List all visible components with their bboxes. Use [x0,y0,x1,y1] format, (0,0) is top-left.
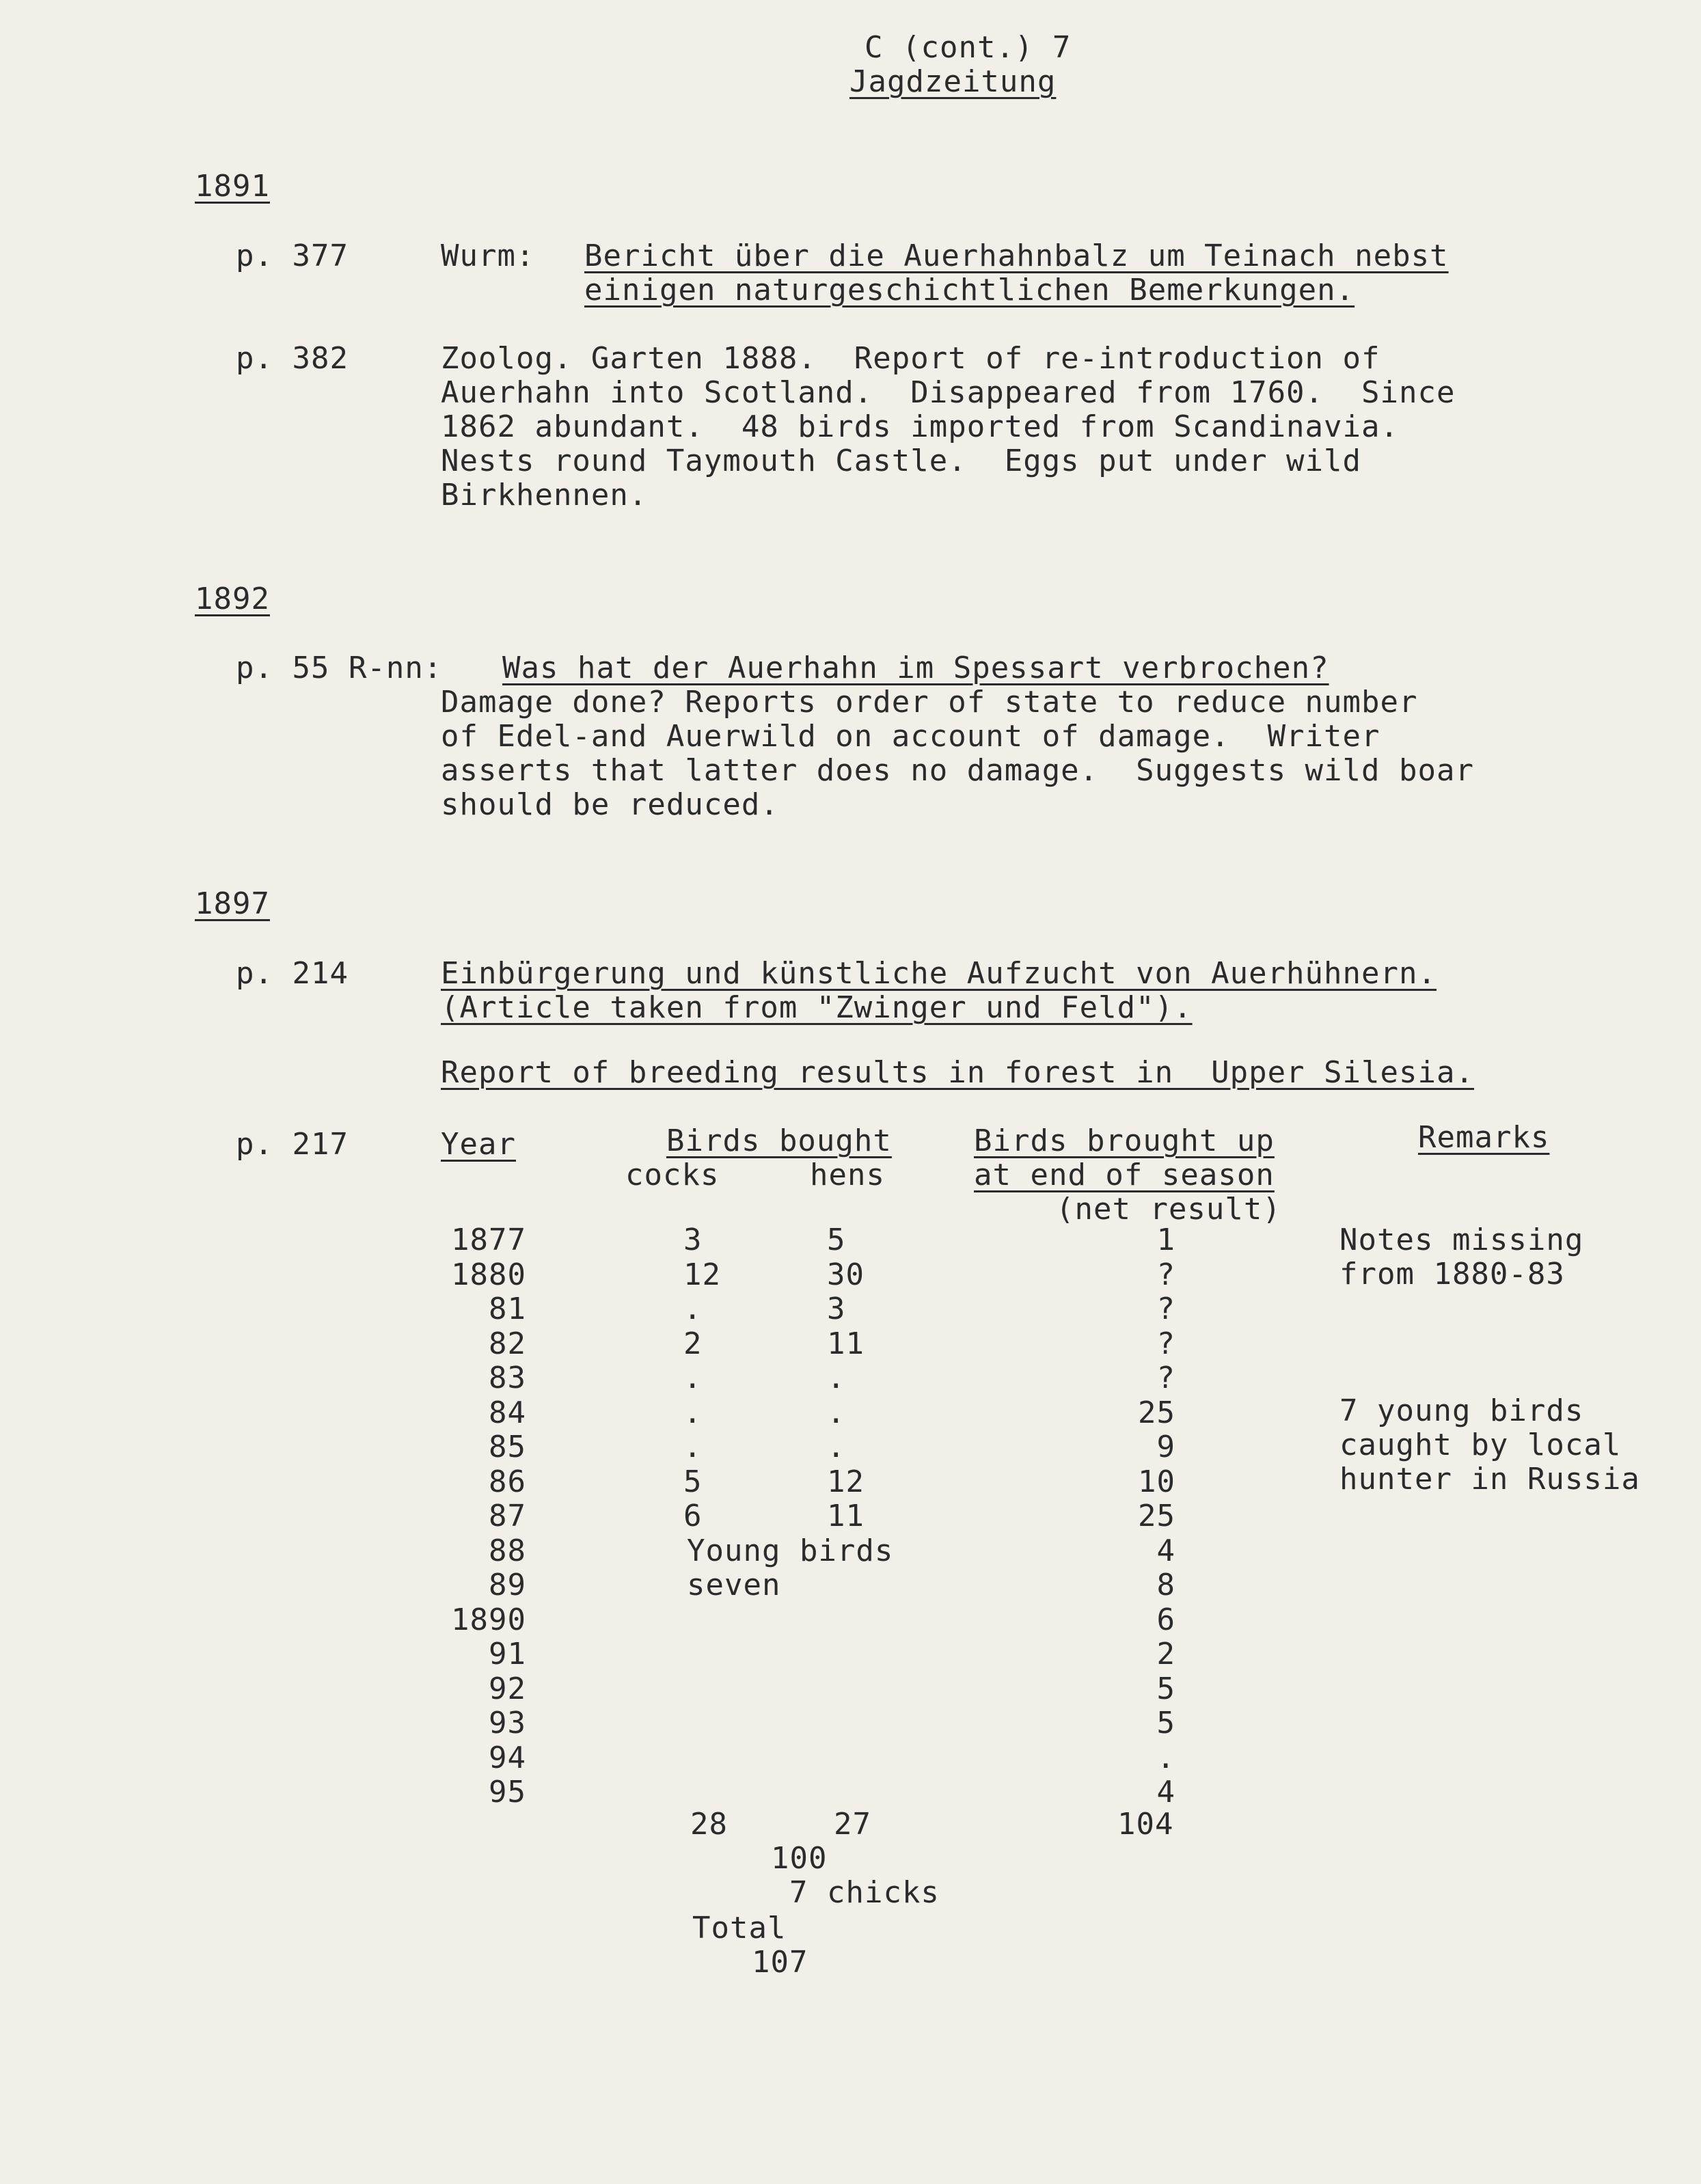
header-title: Jagdzeitung [849,64,1057,99]
row-year: 82 [489,1326,526,1361]
column-header-end-of-season: at end of season [974,1158,1275,1192]
row-year: 83 [489,1361,526,1395]
row-result: ? [1156,1326,1175,1361]
row-year: 86 [489,1464,526,1499]
row-hens: 3 [827,1292,846,1326]
row-year: 1890 [451,1602,526,1637]
remark-line: Notes missing [1339,1223,1584,1257]
column-header-cocks: cocks [625,1158,720,1192]
row-result: 9 [1156,1430,1175,1464]
column-header-remarks: Remarks [1418,1120,1550,1155]
row-cocks: 12 [683,1257,721,1292]
row-cocks: . [683,1292,703,1326]
row-cocks: seven [687,1568,781,1602]
row-hens: 5 [827,1223,846,1257]
entry-line: Nests round Taymouth Castle. Eggs put under wild [441,443,1362,478]
total-result: 104 [1117,1807,1174,1842]
year-heading-1891: 1891 [195,169,270,204]
page-ref: p. 382 [236,341,349,376]
page-ref: p. 217 [236,1127,349,1162]
row-cocks: 5 [683,1464,703,1499]
row-cocks: . [683,1395,703,1430]
column-header-year: Year [441,1127,516,1162]
row-hens: 11 [827,1326,865,1361]
row-year: 93 [489,1706,526,1741]
row-result: 5 [1156,1706,1175,1741]
row-year: 95 [489,1775,526,1810]
row-year: 85 [489,1430,526,1464]
page-ref: p. 377 [236,238,349,273]
row-result: ? [1156,1292,1175,1326]
row-cocks: 3 [683,1223,703,1257]
row-cocks: Young birds [687,1533,894,1568]
total-value: 107 [752,1945,808,1980]
entry-line: Einbürgerung und künstliche Aufzucht von Auerhühnern. [441,956,1437,991]
total-cocks: 28 [690,1807,728,1842]
entry-line: 1862 abundant. 48 birds imported from Scandinavia. [441,409,1400,444]
row-result: 25 [1138,1395,1175,1430]
entry-line: Zoolog. Garten 1888. Report of re-introduction of [441,341,1380,376]
row-year: 87 [489,1499,526,1533]
row-hens: . [827,1361,846,1395]
row-hens: . [827,1395,846,1430]
row-result: 1 [1156,1223,1175,1257]
row-cocks: . [683,1430,703,1464]
entry-line: einigen naturgeschichtlichen Bemerkungen. [584,273,1355,308]
column-header-net-result: (net result) [1056,1192,1281,1227]
row-hens: 30 [827,1257,865,1292]
sum-bought: 100 [771,1841,828,1876]
row-result: 6 [1156,1602,1175,1637]
row-cocks: 2 [683,1326,703,1361]
row-year: 91 [489,1637,526,1671]
row-result: ? [1156,1257,1175,1292]
remark-line: hunter in Russia [1339,1462,1640,1497]
column-header-hens: hens [810,1158,885,1192]
row-result: 25 [1138,1499,1175,1533]
entry-line: of Edel-and Auerwild on account of damage. Writer [441,719,1380,754]
entry-line: Auerhahn into Scotland. Disappeared from 1760. Since [441,375,1456,410]
entry-line: Was hat der Auerhahn im Spessart verbrochen? [502,651,1329,685]
column-header-brought-up: Birds brought up [974,1123,1275,1158]
remark-line: 7 young birds [1339,1393,1584,1428]
page-ref: p. 214 [236,956,349,991]
row-result: 8 [1156,1568,1175,1602]
entry-line: asserts that latter does no damage. Suggests wild boar [441,753,1474,788]
row-result: 5 [1156,1671,1175,1706]
row-year: 92 [489,1671,526,1706]
row-hens: 12 [827,1464,865,1499]
report-title: Report of breeding results in forest in Upper Silesia. [441,1055,1474,1090]
row-result: 4 [1156,1775,1175,1810]
row-hens: . [827,1430,846,1464]
row-year: 89 [489,1568,526,1602]
row-year: 94 [489,1741,526,1775]
year-heading-1892: 1892 [195,582,270,616]
row-hens: 11 [827,1499,865,1533]
row-result: 10 [1138,1464,1175,1499]
entry-line: Bericht über die Auerhahnbalz um Teinach nebst [584,238,1449,273]
column-header-birds-bought: Birds bought [666,1123,892,1158]
row-year: 84 [489,1395,526,1430]
entry-line: should be reduced. [441,787,779,822]
row-cocks: . [683,1361,703,1395]
year-heading-1897: 1897 [195,886,270,921]
total-hens: 27 [834,1807,871,1842]
remark-line: caught by local [1339,1428,1622,1462]
chicks: 7 chicks [789,1875,940,1910]
row-year: 88 [489,1533,526,1568]
total-label: Total [692,1911,787,1946]
row-result: 4 [1156,1533,1175,1568]
row-result: . [1156,1741,1175,1775]
row-cocks: 6 [683,1499,703,1533]
header-line-1: C (cont.) 7 [865,30,1072,65]
row-result: 2 [1156,1637,1175,1671]
row-year: 1877 [451,1223,526,1257]
page-ref: p. 55 R-nn: [236,651,443,685]
row-year: 81 [489,1292,526,1326]
row-result: ? [1156,1361,1175,1395]
row-year: 1880 [451,1257,526,1292]
remark-line: from 1880-83 [1339,1257,1565,1292]
author: Wurm: [441,238,535,273]
entry-line: Birkhennen. [441,478,648,513]
entry-line: Damage done? Reports order of state to reduce number [441,685,1418,720]
entry-line: (Article taken from "Zwinger und Feld"). [441,990,1193,1025]
